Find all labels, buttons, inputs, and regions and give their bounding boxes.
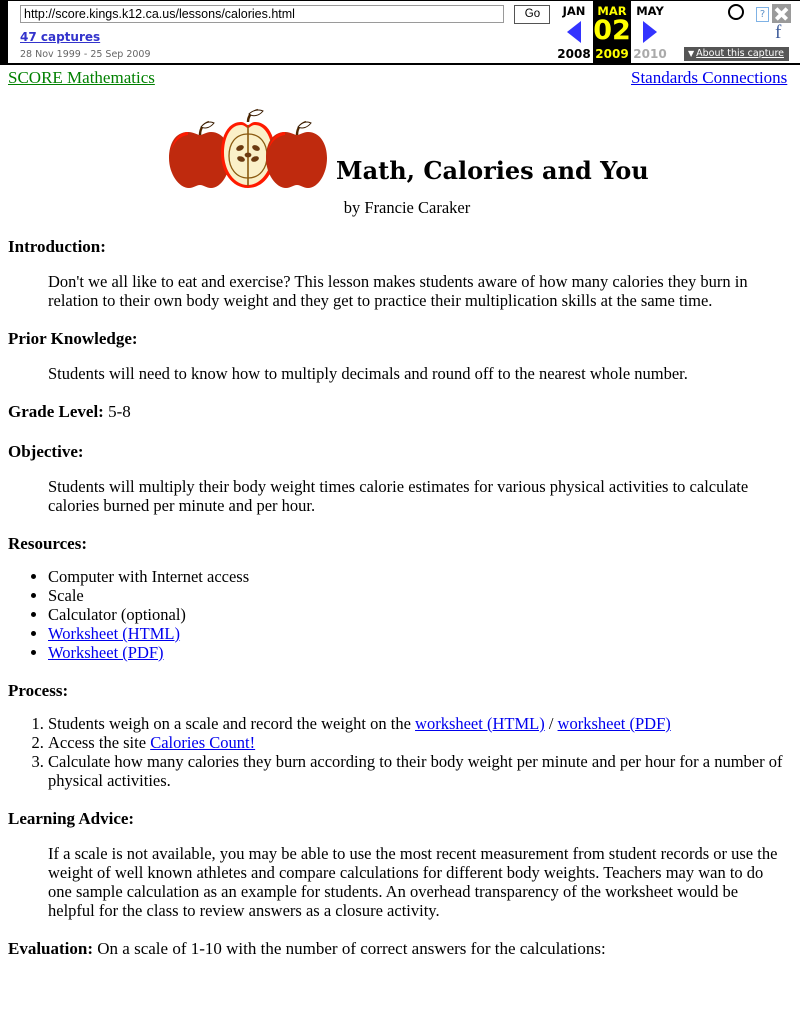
section-body-learning-advice: If a scale is not available, you may be able to use the most recent measurement from student records or use the weight of well known athletes and compare calculations for different body weights. Teachers may wan to do one sample calculation as an example for students. An overhead transparency of the worksheet would be helpful for the class to review answers as a closure activity. [48, 844, 778, 920]
section-heading-resources: Resources: [8, 534, 87, 553]
standards-connections-link[interactable]: Standards Connections [631, 68, 788, 87]
top-nav-links [0, 68, 800, 92]
evaluation-label: Evaluation: [8, 939, 94, 958]
go-button[interactable]: Go [514, 5, 550, 24]
current-capture-column [593, 1, 631, 63]
section-heading-objective: Objective: [8, 442, 84, 461]
about-this-capture-label: About this capture [696, 48, 784, 59]
section-body-introduction: Don't we all like to eat and exercise? This lesson makes students aware of how many calories they burn in relation to their own body weight and they get to practice their multiplication skills at the same time. [48, 272, 748, 310]
about-this-capture-button[interactable] [684, 47, 789, 61]
section-heading-process: Process: [8, 681, 69, 700]
wayback-toolbar-inner [8, 1, 800, 63]
captures-date-range: 28 Nov 1999 - 25 Sep 2009 [20, 49, 151, 60]
previous-month-label: JAN [562, 4, 586, 18]
current-month-label: MAR [593, 1, 631, 19]
right-apple-icon [266, 122, 327, 188]
broken-image-icon: ? [756, 7, 769, 22]
current-year-label: 2009 [593, 47, 631, 61]
next-capture-arrow-icon[interactable] [631, 21, 669, 43]
facebook-icon[interactable]: f [775, 22, 782, 43]
section-heading-introduction: Introduction: [8, 237, 106, 256]
section-heading-evaluation [8, 938, 800, 960]
list-item [48, 624, 800, 643]
chevron-down-icon: ▼ [688, 49, 695, 58]
url-input[interactable] [20, 5, 504, 23]
url-row [20, 5, 550, 25]
process-step1-separator: / [544, 714, 558, 733]
current-day-label: 02 [593, 15, 631, 46]
grade-level-value: 5-8 [103, 402, 131, 421]
halved-apple-icon [221, 110, 275, 188]
calories-count-link[interactable]: Calories Count! [150, 733, 256, 752]
previous-capture-column[interactable] [555, 1, 593, 63]
worksheet-html-link[interactable]: Worksheet (HTML) [48, 624, 181, 643]
process-worksheet-pdf-link[interactable]: worksheet (PDF) [557, 714, 671, 733]
list-item [48, 605, 800, 624]
capture-date-navigator [555, 1, 675, 63]
section-body-objective: Students will multiply their body weight times calorie estimates for various physical activities to calculate calories burned per minute and per hour. [48, 477, 749, 515]
next-year-label: 2010 [633, 47, 667, 61]
process-worksheet-html-link[interactable]: worksheet (HTML) [415, 714, 545, 733]
section-heading-grade-level [8, 401, 800, 423]
worksheet-pdf-link[interactable]: Worksheet (PDF) [48, 643, 164, 662]
section-body-prior-knowledge: Students will need to know how to multiply decimals and round off to the nearest whole number. [48, 364, 688, 383]
list-item [48, 714, 800, 733]
list-item [48, 643, 800, 662]
resource-text: Scale [48, 586, 84, 605]
section-heading-prior-knowledge: Prior Knowledge: [8, 329, 138, 348]
list-item [48, 567, 800, 586]
list-item [48, 733, 800, 752]
process-list [0, 714, 800, 790]
list-item [48, 586, 800, 605]
process-step3-text: Calculate how many calories they burn according to their body weight per minute and per hour for a number of physical activities. [48, 752, 783, 790]
page-title: Math, Calories and You [336, 156, 649, 185]
next-month-label: MAY [636, 4, 664, 18]
left-apple-icon [169, 122, 230, 188]
resources-list [0, 567, 800, 662]
process-step2-text: Access the site [48, 733, 151, 752]
toolbar-icon-cluster [720, 3, 798, 49]
evaluation-body: On a scale of 1-10 with the number of correct answers for the calculations: [93, 939, 606, 958]
previous-year-label: 2008 [557, 47, 591, 61]
grade-level-label: Grade Level: [8, 402, 104, 421]
next-capture-column[interactable] [631, 1, 669, 63]
resource-text: Calculator (optional) [48, 605, 186, 624]
list-item [48, 752, 800, 790]
process-step1-text: Students weigh on a scale and record the weight on the [48, 714, 416, 733]
close-icon[interactable] [772, 4, 791, 23]
page-content [0, 68, 800, 960]
score-mathematics-link[interactable]: SCORE Mathematics [8, 68, 155, 87]
section-heading-learning-advice: Learning Advice: [8, 809, 135, 828]
previous-capture-arrow-icon[interactable] [555, 21, 593, 43]
apples-illustration [165, 108, 331, 192]
byline: by Francie Caraker [343, 198, 471, 217]
wayback-toolbar [0, 0, 800, 65]
loading-spinner-icon [728, 4, 744, 20]
captures-count-link[interactable]: 47 captures [20, 30, 101, 44]
title-banner [0, 106, 800, 198]
resource-text: Computer with Internet access [48, 567, 250, 586]
